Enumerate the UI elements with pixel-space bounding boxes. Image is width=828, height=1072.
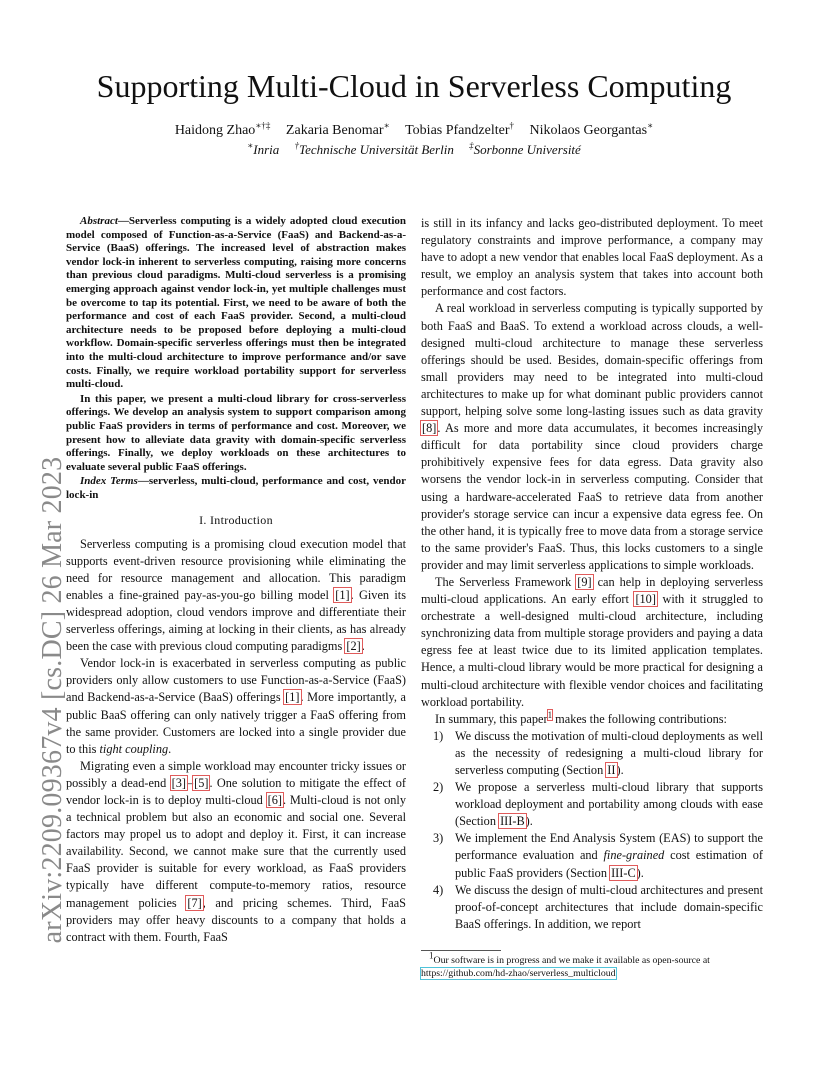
affiliation-1: ∗Inria xyxy=(247,140,280,157)
author-2: Zakaria Benomar∗ xyxy=(285,120,390,138)
abstract xyxy=(66,215,406,502)
citation-link[interactable]: [6] xyxy=(267,792,283,807)
list-item: 2) We propose a serverless multi-cloud library that supports workload deployment and portability among clouds with ease (Section III-B). xyxy=(433,780,763,829)
intro-paragraph-6: In summary, this paper$^1$ makes the following contributions: xyxy=(435,709,727,726)
arxiv-identifier: arXiv:2209.09367v4 [cs.DC] 26 Mar 2023 xyxy=(37,456,68,944)
affiliation-3: ‡Sorbonne Université xyxy=(469,140,581,157)
citation-link[interactable]: [9] xyxy=(577,574,592,589)
footnote-text: $^1$Our software is in progress and we make it available as open-source at xyxy=(429,950,710,966)
citation-link[interactable]: [8] xyxy=(422,421,437,436)
list-item: 4) We discuss the design of multi-cloud architectures and present proof-of-concept architectures that include domain-specific BaaS offerings. In addition, we report xyxy=(433,882,763,931)
citation-link[interactable]: [5] xyxy=(194,775,209,790)
intro-paragraph-3: Migrating even a simple workload may encounter tricky issues or possibly a dead-end [3]–[5]. One solution to mitigate the effect of vendor lock-in is to deploy multi-cloud [6]. Multi-cloud is not only a technical problem but also an economic and social one. Several factors may propel us to adopt and deploy it. First, it can increase availability. Second, we cannot make sure that the currently used FaaS provider is suitable for every workload, as FaaS providers typically have different compute-to-memory ratios, resource management policies [7], and pricing schemes. Third, FaaS providers may offer heavy discounts to a company that holds a contract with them. Fourth, FaaS xyxy=(66,758,406,944)
list-item: 3) We implement the End Analysis System (EAS) to support the performance evaluation and fine-grained cost estimation of public FaaS providers (Section III-C). xyxy=(433,831,763,880)
contributions-list xyxy=(421,728,763,933)
citation-link[interactable]: [1] xyxy=(285,690,300,705)
intro-paragraph-2: Vendor lock-in is exacerbated in serverless computing as public providers only allow customers to use Function-as-a-Service (FaaS) and Backend-as-a-Service (BaaS) offerings [1]. More importantly, a public BaaS offering can only natively trigger a FaaS offering from the same provider. Customers are locked into a single provider due to this tight coupling. xyxy=(66,656,406,756)
author-list xyxy=(0,122,828,140)
author-3: Tobias Pfandzelter† xyxy=(405,120,514,138)
footnote-link[interactable]: 1 xyxy=(547,709,553,720)
citation-link[interactable]: [3] xyxy=(171,775,186,790)
intro-paragraph-1: Serverless computing is a promising cloud execution model that supports event-driven resource provisioning while eliminating the need for resource management and allocation. This paradigm enables a fine-grained pay-as-you-go billing model [1]. Given its widespread adoption, cloud vendors improve and differentiate their serverless offerings, aiming at locking in their clients, as has already been the case with previous cloud computing paradigms [2]. xyxy=(66,536,406,654)
intro-paragraph-5: The Serverless Framework [9] can help in deploying serverless multi-cloud applications. An early effort [10] with it struggled to orchestrate a well-designed multi-cloud architecture, including synchronizing data from multiple storage providers and paying a data egress fee at least twice due to its limited application templates. Hence, a multi-cloud library would be more practical for designing a multi-cloud architecture with flexible vendor choices and facilitating workload portability. xyxy=(421,574,763,709)
repository-link[interactable]: https://github.com/hd-zhao/serverless_multicloud xyxy=(421,968,616,979)
right-column xyxy=(421,215,763,933)
abstract-paragraph-1: Abstract—Serverless computing is a widely adopted cloud execution model composed of Function-as-a-Service (FaaS) and Backend-as-a-Service (BaaS) offerings. The increased level of abstraction makes vendor lock-in inherent to serverless computing, raising more concerns than previous cloud paradigms. Multi-cloud serverless is a promising emerging approach against vendor lock-in, yet multiple challenges must be overcome to tap its potential. First, we need to be aware of both the performance and cost of each FaaS provider. Second, a multi-cloud architecture needs to be proposed before deploying a multi-cloud workflow. Domain-specific serverless offerings must then be integrated into the multi-cloud architecture to improve performance and/or save costs. Finally, we require workload portability support for serverless multi-cloud. xyxy=(66,215,406,391)
footnote xyxy=(421,950,763,980)
affiliation-2: †Technische Universität Berlin xyxy=(294,140,454,157)
arxiv-watermark xyxy=(16,290,68,944)
paper-title: Supporting Multi-Cloud in Serverless Computing xyxy=(96,68,732,104)
author-4: Nikolaos Georgantas∗ xyxy=(529,120,654,138)
list-item: 1) We discuss the motivation of multi-cloud deployments as well as the necessity of redesigning a multi-cloud library for serverless computing (Section II). xyxy=(433,728,763,777)
abstract-paragraph-2: In this paper, we present a multi-cloud library for cross-serverless offerings. We develop an analysis system to support comparison among public FaaS providers in terms of performance and cost. Moreover, we present how to alleviate data gravity with domain-specific serverless offerings. Finally, we deploy workloads on these architectures to evaluate several public FaaS offerings. xyxy=(66,392,406,473)
index-terms: Index Terms—serverless, multi-cloud, performance and cost, vendor lock-in xyxy=(66,475,406,501)
citation-link[interactable]: [7] xyxy=(187,895,202,910)
section-link[interactable]: III-C xyxy=(611,865,636,880)
author-1: Haidong Zhao∗†‡ xyxy=(174,120,271,138)
affiliation-list xyxy=(0,142,828,158)
left-column xyxy=(66,215,406,946)
section-link[interactable]: III-B xyxy=(500,814,525,829)
intro-paragraph-4: A real workload in serverless computing is typically supported by both FaaS and BaaS. To extend a workload across clouds, a well-designed multi-cloud architecture to manage these serverless offerings should be used. Besides, domain-specific offerings from small providers may need to be integrated into multi-cloud architectures to make up for what dominant public providers cannot support, helping solve some long-lasting issues such as data gravity [8]. As more and more data accumulates, it becomes increasingly difficult for data portability since cloud providers charge prohibitively expensive fees for data egress. Data gravity also worsens the vendor lock-in in serverless computing. Consider that using a hardware-accelerated FaaS to retrieve data from another provider's storage service can incur a expensive data egress fee. On the other hand, it is typically free to move data from a storage service to the same provider's FaaS. Thus, this locks customers to a single provider and may limit serverless applications to simple workloads. xyxy=(421,301,763,572)
intro-paragraph-3-continued: is still in its infancy and lacks geo-distributed deployment. To meet regulatory constraints and improve performance, a company may have to adopt a new vendor that enables local FaaS deployment. As a result, we employ an analysis system that takes into account both performance and cost factors. xyxy=(421,216,763,299)
section-heading-introduction: I. Introduction xyxy=(199,513,273,528)
citation-link[interactable]: [2] xyxy=(346,639,361,654)
citation-link[interactable]: [10] xyxy=(635,592,656,607)
section-link[interactable]: II xyxy=(607,763,616,777)
citation-link[interactable]: [1] xyxy=(335,587,350,602)
